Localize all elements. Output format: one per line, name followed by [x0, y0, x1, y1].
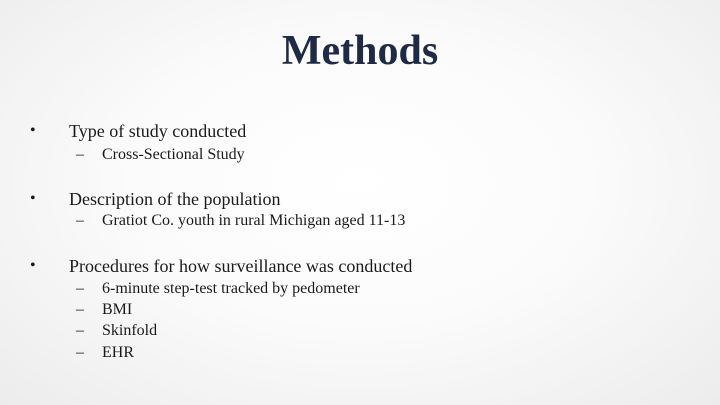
sub-text: Gratiot Co. youth in rural Michigan aged 11-13 — [102, 212, 406, 229]
bullet-marker: • — [30, 190, 36, 207]
sub-marker: – — [76, 212, 84, 229]
bullet-marker: • — [30, 122, 36, 139]
sub-marker: – — [76, 280, 84, 297]
sub-text: Skinfold — [102, 322, 158, 339]
slide-title: Methods — [281, 28, 439, 74]
bullet-text: Procedures for how surveillance was conducted — [69, 256, 413, 276]
sub-text: EHR — [102, 344, 134, 361]
sub-text: Cross-Sectional Study — [102, 146, 245, 163]
bullet-text: Description of the population — [69, 189, 281, 209]
sub-text: BMI — [102, 301, 133, 318]
sub-text: 6-minute step-test tracked by pedometer — [102, 280, 360, 297]
sub-marker: – — [76, 322, 84, 339]
sub-marker: – — [76, 301, 84, 318]
bullet-marker: • — [30, 257, 36, 274]
bullet-text: Type of study conducted — [69, 121, 247, 141]
sub-marker: – — [76, 146, 84, 163]
sub-marker: – — [76, 344, 84, 361]
